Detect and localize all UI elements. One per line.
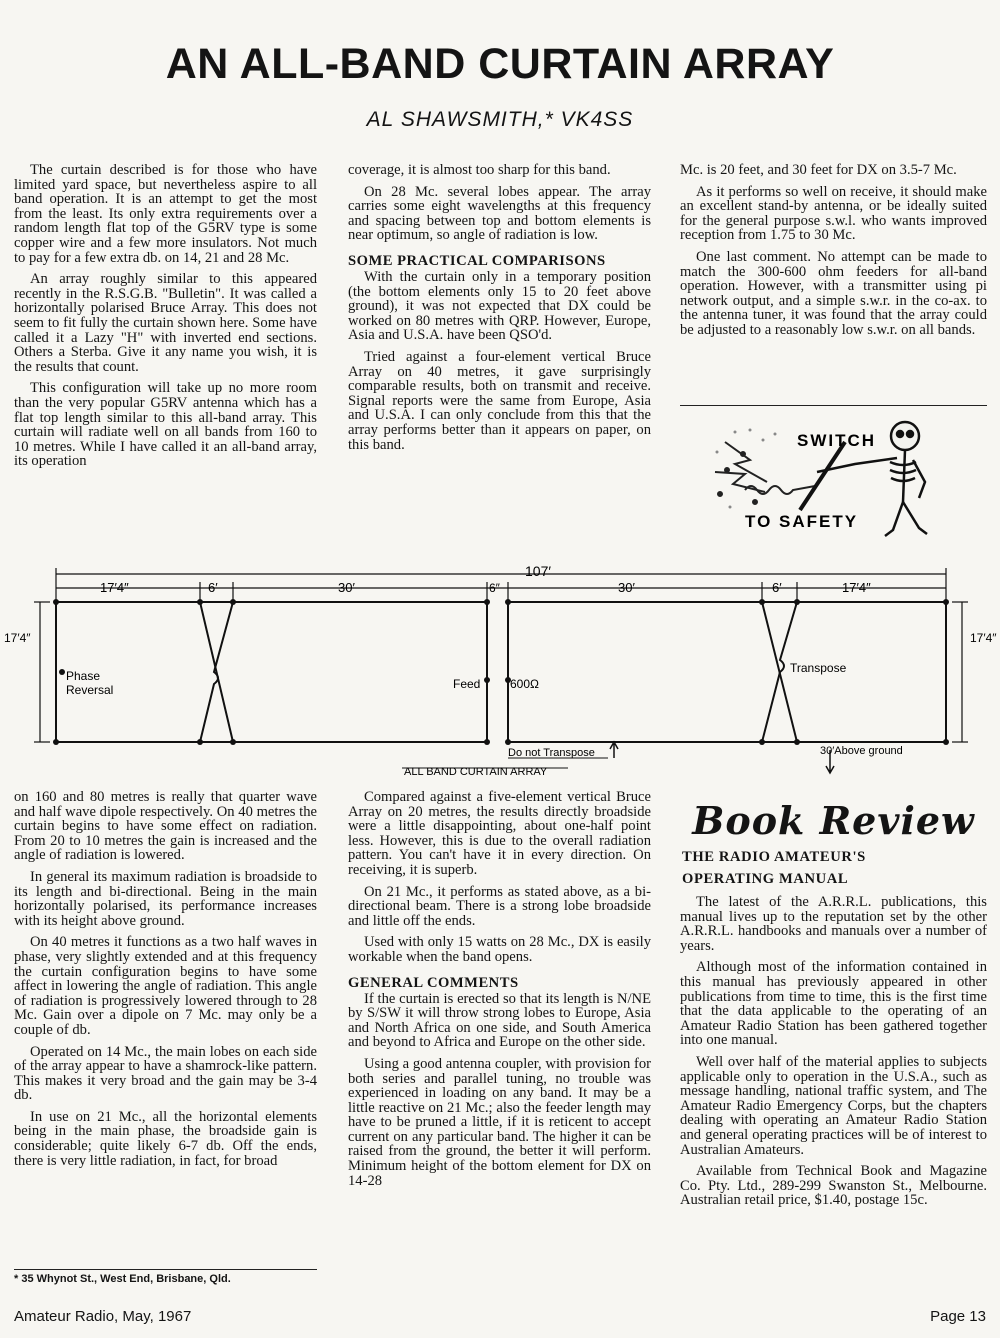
paragraph: With the curtain only in a temporary position (the bottom elements only 15 to 20 feet above ground), it was not expected that DX could be worked on 80 metres with QRP. However, Europe, Asia and U.S.A. have been QSO'd. xyxy=(348,268,651,344)
paragraph: Available from Technical Book and Magazine Co. Pty. Ltd., 289-299 Swanston St., Melbourne. Australian retail price, $1.40, postage 15c. xyxy=(680,1163,987,1209)
paragraph: This configuration will take up no more room than the very popular G5RV antenna which has a flat top length similar to this all-band array. This curtain will radiate well on all bands from 160 to 10 metres. While I have called it an all-band array, its operation xyxy=(14,380,317,470)
paragraph: Well over half of the material applies to subjects applicable only to operation in the U.S.A., such as message handling, national traffic system, and The Amateur Radio Emergency Corps, but the chapters dealing with operating an Amateur Radio Station and general operating practices will be of interest to Australian Amateurs. xyxy=(680,1053,987,1158)
footnote: * 35 Whynot St., West End, Brisbane, Qld. xyxy=(14,1273,231,1285)
paragraph: Mc. is 20 feet, and 30 feet for DX on 3.5-7 Mc. xyxy=(680,162,957,178)
label-600-ohm: 600Ω xyxy=(510,677,539,691)
book-review-banner: Book Review xyxy=(692,798,975,843)
paragraph: On 40 metres it functions as a two half waves in phase, very slightly extended and at this frequency the curtain configuration begins to have some affect in lowering the angle of radiation. This angle of radiation is progressively lowered through to 28 Mc. Gain over a dipole on 7 Mc. may only be a couple of db. xyxy=(14,934,317,1038)
paragraph: Operated on 14 Mc., the main lobes on each side of the array appear to have a shamrock-like pattern. This makes it very broad and the gain may be 3-4 db. xyxy=(14,1043,317,1104)
dim-total: 107′ xyxy=(525,563,551,579)
paragraph: The curtain described is for those who have limited yard space, but nevertheless aspire to all band operation. It is an attempt to get the most from the least. Its only extra requirements over a random length flat top of the G5RV type is some copper wire and a few more insulators. Not much to pay for a few extra db. on 14, 21 and 28 Mc. xyxy=(14,162,317,266)
label-do-not-transpose: Do not Transpose xyxy=(508,747,595,759)
paragraph: Tried against a four-element vertical Bruce Array on 40 metres, it gave surprisingly comparable results, both on transmit and receive. Signal reports were the same from Europe, Asia and U.S.A. I can only conclude from this that the array performs better than it appears on paper, on this band. xyxy=(348,348,651,453)
dim-height-right: 17′4″ xyxy=(970,631,997,645)
paragraph: Although most of the information contained in this manual has previously appeared in other publications from time to time, this is the first time that the data applicable to the operating of an Amateur Radio Station has been gathered together into one manual. xyxy=(680,959,987,1049)
up-arrow-icon xyxy=(610,742,618,758)
dim-left-end: 17′4″ xyxy=(100,580,129,595)
paragraph: The latest of the A.R.R.L. publications, this manual lives up to the reputation set by the other A.R.R.L. handbooks and manuals over a number of years. xyxy=(680,894,987,954)
page-number: Page 13 xyxy=(930,1308,986,1325)
book-review-body xyxy=(680,895,987,1215)
column-1-top xyxy=(14,163,317,476)
column-3-top xyxy=(680,163,987,345)
paragraph: In use on 21 Mc., all the horizontal elements being in the main phase, the broadside gain is considerable; quite likely 6-7 db. Off the ends, there is very little radiation, in fact, for broad xyxy=(14,1108,317,1169)
paragraph: Using a good antenna coupler, with provision for both series and parallel tuning, no trouble was experienced in loading on any band. It may be a little reactive on 21 Mc.; also the feeder length may have to be pruned a little, if it is reticent to accept current on any particular band. The higher it can be raised from the ground, the better it will perform. Minimum height of the bottom element for DX on 14-28 xyxy=(348,1055,651,1189)
cartoon-word-safety: TO SAFETY xyxy=(745,512,859,531)
label-transpose: Transpose xyxy=(790,661,847,675)
column-1-bottom xyxy=(14,790,317,1175)
dim-left-gap: 6′ xyxy=(208,580,218,595)
article-byline: AL SHAWSMITH,* VK4SS xyxy=(366,108,634,131)
dim-right-gap: 6′ xyxy=(772,580,782,595)
diagram-caption: ALL BAND CURTAIN ARRAY xyxy=(404,766,548,778)
label-phase: Phase xyxy=(66,669,101,683)
section-heading: SOME PRACTICAL COMPARISONS xyxy=(348,252,606,269)
paragraph: On 21 Mc., it performs as stated above, as a bi-directional beam. There is a strong lobe broadside and little off the ends. xyxy=(348,883,651,929)
paragraph: Compared against a five-element vertical Bruce Array on 20 metres, the results directly broadside were a little disappointing, about one-half point less. However, this is due to the overall radiation pattern. You can't have it in every direction. On receiving, it is superb. xyxy=(348,789,651,878)
article-title: AN ALL-BAND CURTAIN ARRAY xyxy=(165,40,835,88)
footnote-rule xyxy=(14,1269,317,1270)
paragraph: An array roughly similar to this appeared recently in the R.S.G.B. "Bulletin". It was called a horizontally polarised Bruce Array. This does not seem to fit fully the curtain shown here. Some have called it a Lazy "H" with inverted end sections. Others a Sterba. Give it any name you wish, it is the results that count. xyxy=(14,271,317,375)
label-feed: Feed xyxy=(453,677,481,691)
switch-to-safety-cartoon xyxy=(705,412,940,540)
dim-right-span: 30′ xyxy=(618,580,635,595)
label-reversal: Reversal xyxy=(66,683,114,697)
paragraph: on 160 and 80 metres is really that quarter wave and half wave dipole respectively. On 40 metres the curtain begins to have some effect on radiation. From 20 to 10 metres the gain is increased and the angle of radiation is lowered. xyxy=(14,789,317,864)
book-title-line-2: OPERATING MANUAL xyxy=(682,871,849,887)
lightning-icon xyxy=(715,442,767,504)
paragraph: If the curtain is erected so that its length is N/NE by S/SW it will throw strong lobes to Europe, Asia and North Africa on one side, and South America and beyond to Africa and Europe on the other side. xyxy=(348,990,651,1051)
cartoon-word-switch: SWITCH xyxy=(797,431,877,450)
book-review-heading xyxy=(682,846,866,890)
paragraph: As it performs so well on receive, it should make an excellent stand-by antenna, or be ideally suited for the general purpose s.w.l. who wants improved reception from 1.75 to 30 Mc. xyxy=(680,183,987,244)
paragraph: One last comment. No attempt can be made to match the 300-600 ohm feeders for all-band operation. However, with a transmitter using pi network output, and a simple s.w.r. in the co-ax. to the antenna tuner, it was found that the array could be adjusted to a reasonably low s.w.r. on all bands. xyxy=(680,248,987,338)
switch-lever-icon xyxy=(800,442,845,510)
dim-right-end: 17′4″ xyxy=(842,580,871,595)
paragraph: Used with only 15 watts on 28 Mc., DX is easily workable when the band opens. xyxy=(348,934,651,965)
column-2-top xyxy=(348,163,651,459)
page-footer-publication: Amateur Radio, May, 1967 xyxy=(14,1308,192,1325)
dim-height-left: 17′4″ xyxy=(4,631,31,645)
book-title-line-1: THE RADIO AMATEUR'S xyxy=(682,849,866,865)
paragraph: On 28 Mc. several lobes appear. The array carries some eight wavelengths at this frequency and spacing between top and bottom elements is near optimum, so angle of radiation is low. xyxy=(348,183,651,244)
column-2-bottom xyxy=(348,790,651,1195)
column-divider xyxy=(680,405,987,406)
label-above-ground: 30′Above ground xyxy=(820,745,903,757)
dim-center-gap: 6″ xyxy=(489,581,500,595)
paragraph: coverage, it is almost too sharp for this band. xyxy=(348,162,611,178)
section-heading: GENERAL COMMENTS xyxy=(348,974,519,991)
dim-left-span: 30′ xyxy=(338,580,355,595)
paragraph: In general its maximum radiation is broadside to its length and bi-directional. Being in the main horizontally polarised, its performance increases with its height above ground. xyxy=(14,868,317,929)
antenna-diagram xyxy=(0,560,1000,780)
